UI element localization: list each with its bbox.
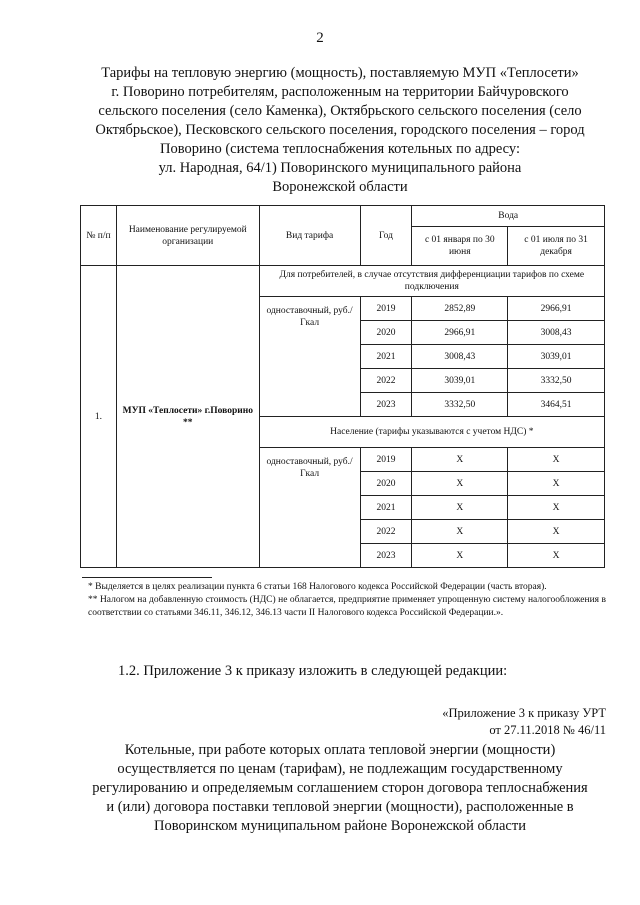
- heading-line: Тарифы на тепловую энергию (мощность), поставляемую МУП «Теплосети»: [101, 65, 579, 81]
- value-cell: Х: [508, 448, 605, 472]
- col-header-num: № п/п: [81, 206, 117, 266]
- value-cell: 2852,89: [412, 297, 508, 321]
- year-cell: 2019: [360, 448, 412, 472]
- section2-title: Население (тарифы указываются с учетом НДС) *: [259, 417, 604, 448]
- section1-title: Для потребителей, в случае отсутствия дифференциации тарифов по схеме подключения: [259, 266, 604, 297]
- year-cell: 2023: [360, 544, 412, 568]
- value-cell: Х: [508, 520, 605, 544]
- col-header-org: Наименование регулируемой организации: [116, 206, 259, 266]
- row-number: 1.: [81, 266, 117, 568]
- year-cell: 2023: [360, 393, 412, 417]
- heading-line: г. Поворино потребителям, расположенным на территории Байчуровского: [111, 84, 569, 100]
- page-number: 2: [316, 30, 324, 46]
- annex-reference: [442, 705, 606, 739]
- annex-line: от 27.11.2018 № 46/11: [489, 723, 606, 737]
- heading-line: Поворино (система теплоснабжения котельных по адресу:: [159, 141, 521, 157]
- year-cell: 2020: [360, 321, 412, 345]
- footnote: ** Налогом на добавленную стоимость (НДС) не облагается, предприятие применяет упрощенную систему налогообложения в соответствии со статьями 346.11, 346.12, 346.13 части II Налогового кодекса Российской Федерации.».: [88, 595, 606, 618]
- year-cell: 2022: [360, 520, 412, 544]
- value-cell: Х: [508, 496, 605, 520]
- heading-line: осуществляется по ценам (тарифам), не подлежащим государственному: [117, 761, 563, 777]
- year-cell: 2019: [360, 297, 412, 321]
- annex-line: «Приложение 3 к приказу УРТ: [442, 706, 606, 720]
- year-cell: 2020: [360, 472, 412, 496]
- value-cell: Х: [412, 472, 508, 496]
- heading-line: регулированию и определяемым соглашением сторон договора теплоснабжения: [92, 780, 588, 796]
- value-cell: 3008,43: [508, 321, 605, 345]
- heading-line: Поворинском муниципальном районе Воронежской области: [154, 818, 526, 834]
- document-heading: [80, 64, 600, 197]
- year-cell: 2021: [360, 496, 412, 520]
- value-cell: 3332,50: [508, 369, 605, 393]
- item-1-2: 1.2. Приложение 3 к приказу изложить в следующей редакции:: [118, 663, 508, 679]
- col-header-period2: с 01 июля по 31 декабря: [508, 227, 605, 266]
- year-cell: 2021: [360, 345, 412, 369]
- heading-line: ул. Народная, 64/1) Поворинского муниципального района: [158, 160, 522, 176]
- value-cell: Х: [508, 544, 605, 568]
- col-header-period1: с 01 января по 30 июня: [412, 227, 508, 266]
- annex-heading: [80, 741, 600, 836]
- value-cell: Х: [412, 448, 508, 472]
- value-cell: 2966,91: [508, 297, 605, 321]
- value-cell: Х: [412, 520, 508, 544]
- section-title-row: [81, 266, 605, 297]
- footnotes: [88, 581, 606, 620]
- col-header-group: Вода: [412, 206, 605, 227]
- footnote-divider: [82, 577, 212, 578]
- heading-line: Котельные, при работе которых оплата тепловой энергии (мощности): [124, 742, 556, 758]
- year-cell: 2022: [360, 369, 412, 393]
- col-header-year: Год: [360, 206, 412, 266]
- heading-line: и (или) договора поставки тепловой энергии (мощности), расположенные в: [106, 799, 574, 815]
- value-cell: 3332,50: [412, 393, 508, 417]
- tariff-table: [80, 205, 605, 568]
- value-cell: Х: [412, 544, 508, 568]
- tariff-kind: одноставочный, руб./Гкал: [259, 448, 360, 568]
- value-cell: Х: [508, 472, 605, 496]
- value-cell: 3039,01: [412, 369, 508, 393]
- col-header-kind: Вид тарифа: [259, 206, 360, 266]
- heading-line: Воронежской области: [272, 179, 408, 195]
- table-header-row: [81, 206, 605, 227]
- tariff-kind: одноставочный, руб./Гкал: [259, 297, 360, 417]
- organization-name: МУП «Теплосети» г.Поворино **: [116, 266, 259, 568]
- value-cell: Х: [412, 496, 508, 520]
- heading-line: сельского поселения (село Каменка), Октябрьского сельского поселения (село: [98, 103, 582, 119]
- value-cell: 3008,43: [412, 345, 508, 369]
- heading-line: Октябрьское), Песковского сельского поселения, городского поселения – город: [95, 122, 585, 138]
- value-cell: 3039,01: [508, 345, 605, 369]
- footnote: * Выделяется в целях реализации пункта 6 статьи 168 Налогового кодекса Российской Федерации (часть вторая).: [88, 582, 547, 592]
- value-cell: 3464,51: [508, 393, 605, 417]
- value-cell: 2966,91: [412, 321, 508, 345]
